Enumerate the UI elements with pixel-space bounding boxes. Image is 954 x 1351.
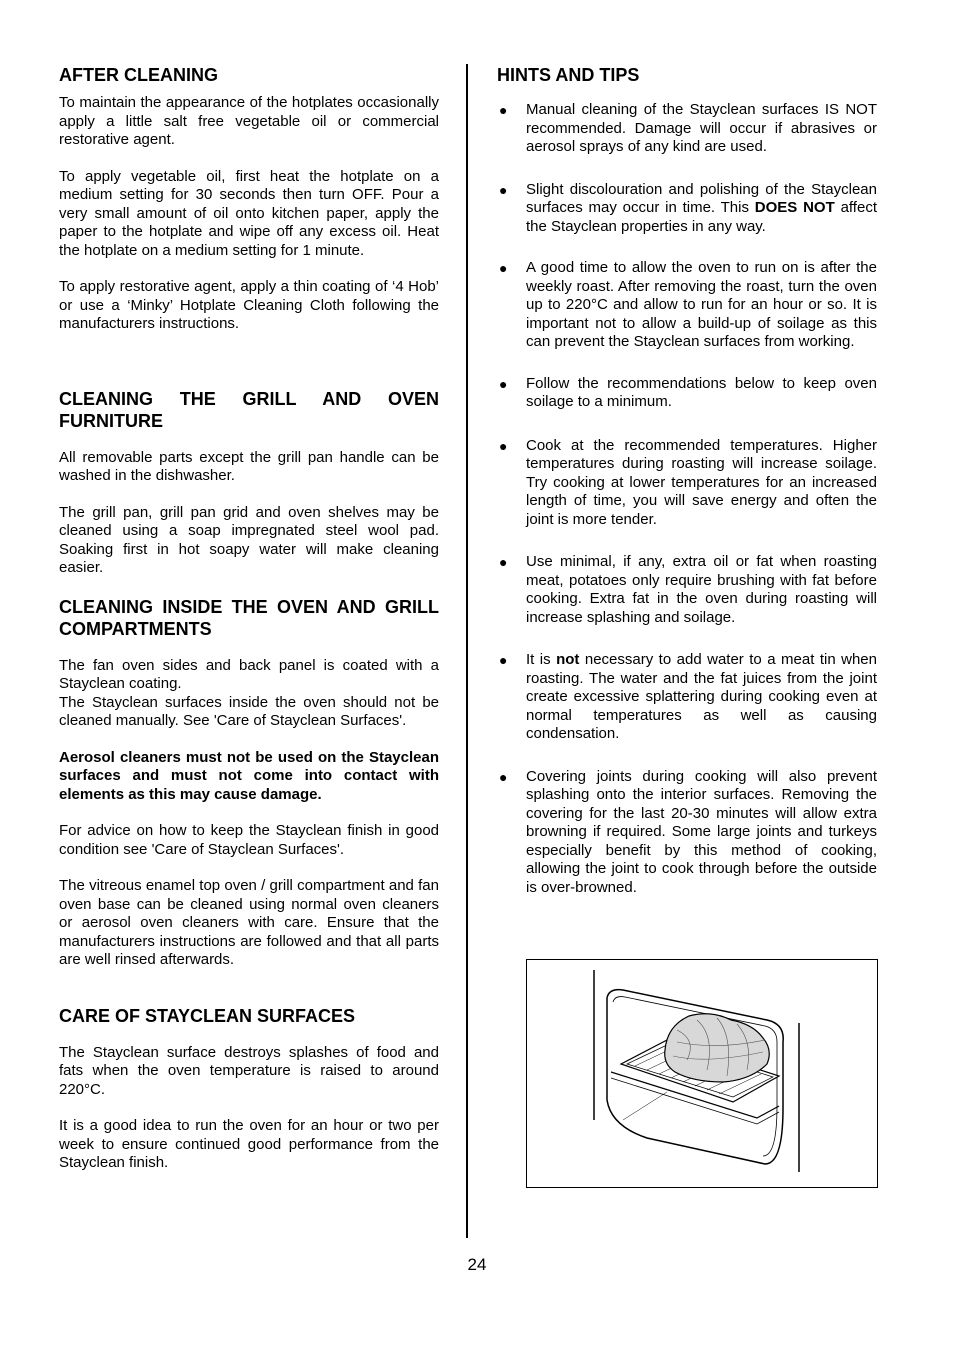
care-stayclean-p1: The Stayclean surface destroys splashes of food and fats when the oven temperature is raised to around 220°C.: [59, 1043, 439, 1098]
bullet-icon: ●: [499, 260, 508, 276]
tip-item: [497, 101, 877, 157]
bullet-icon: ●: [499, 437, 508, 454]
heading-hints-tips: HINTS AND TIPS: [497, 65, 640, 85]
inside-oven-p3: The vitreous enamel top oven / grill compartment and fan oven base can be cleaned using normal oven cleaners or aerosol oven cleaners with care. Ensure that the manufacturers instructions are followed and that all parts are well rinsed afterwards.: [59, 877, 439, 968]
tip-text: A good time to allow the oven to run on is after the weekly roast. After removing the roast, turn the oven up to 220°C and allow to run for an hour or so. It is important not to allow a build-up of soilage as this can prevent the Stayclean surfaces from working.: [526, 259, 877, 350]
tip-text: Covering joints during cooking will also prevent splashing onto the interior surfaces. Removing the covering for the last 20-30 minutes will allow extra browning if required. Some large joints and turkeys especially benefit by this method of cooking, allowing the joint to cook through before the outside is over-browned.: [526, 767, 877, 896]
oven-roast-illustration: [526, 959, 878, 1188]
grill-furniture-p1: All removable parts except the grill pan handle can be washed in the dishwasher.: [59, 448, 439, 484]
grill-furniture-p2: The grill pan, grill pan grid and oven shelves may be cleaned using a soap impregnated steel wool pad. Soaking first in hot soapy water will make cleaning easier.: [59, 503, 439, 576]
care-stayclean-p2: It is a good idea to run the oven for an hour or two per week to ensure continued good performance from the Stayclean finish.: [59, 1117, 439, 1171]
heading-after-cleaning: AFTER CLEANING: [59, 65, 218, 85]
bullet-icon: ●: [499, 102, 508, 118]
inside-oven-p1b: The Stayclean surfaces inside the oven should not be cleaned manually. See 'Care of Stayclean Surfaces'.: [59, 693, 439, 729]
inside-oven-warning: Aerosol cleaners must not be used on the Stayclean surfaces and must not come into contact with elements as this may cause damage.: [59, 748, 439, 803]
tip-emphasis: not: [556, 651, 580, 668]
tip-text: It is not necessary to add water to a meat tin when roasting. The water and the fat juices from the joint create excessive splattering during cooking even at normal temperatures as well as causing condensation.: [526, 651, 877, 742]
tip-item: [497, 259, 877, 352]
tip-text: Follow the recommendations below to keep oven soilage to a minimum.: [526, 374, 877, 410]
tips-list: [497, 101, 877, 897]
after-cleaning-p3: To apply restorative agent, apply a thin coating of ‘4 Hob’ or use a ‘Minky’ Hotplate Cleaning Cloth following the manufacturers instructions.: [59, 278, 439, 332]
tip-emphasis: DOES NOT: [754, 199, 835, 216]
oven-back-corner-line: [623, 1092, 667, 1120]
tip-text: Manual cleaning of the Stayclean surfaces IS NOT recommended. Damage will occur if abrasives or aerosol sprays of any kind are used.: [526, 101, 877, 155]
bullet-icon: ●: [499, 554, 508, 570]
tip-item: [497, 375, 877, 412]
tip-text: Cook at the recommended temperatures. Higher temperatures during roasting will increase soilage. Try cooking at lower temperatures for an increased length of time, you will save energy and often the joint is more tender.: [526, 436, 877, 528]
column-divider: [466, 64, 468, 1238]
bullet-icon: ●: [499, 375, 508, 392]
page-number: 24: [467, 1255, 487, 1274]
after-cleaning-p2: To apply vegetable oil, first heat the hotplate on a medium setting for 30 seconds then turn OFF. Pour a very small amount of oil onto kitchen paper, apply the paper to the hotplate and wipe off any excess oil. Heat the hotplate on a medium setting for 1 minute.: [59, 167, 439, 259]
tip-item: [497, 651, 877, 744]
oven-roast-drawing: [527, 960, 877, 1187]
left-column: [59, 64, 439, 1173]
right-column: [497, 64, 877, 897]
tip-item: [497, 553, 877, 627]
heading-grill-furniture: CLEANING THE GRILL AND OVEN FURNITURE: [59, 388, 439, 431]
tip-text: Slight discolouration and polishing of the Stayclean surfaces may occur in time. This DOES NOT affect the Stayclean properties in any way.: [526, 180, 877, 235]
heading-care-stayclean: CARE OF STAYCLEAN SURFACES: [59, 1005, 356, 1026]
tip-item: [497, 181, 877, 237]
tip-item: [497, 437, 877, 530]
inside-oven-p2: For advice on how to keep the Stayclean finish in good condition see 'Care of Stayclean Surfaces'.: [59, 822, 439, 858]
after-cleaning-p1: To maintain the appearance of the hotplates occasionally apply a little salt free vegetable oil or commercial restorative agent.: [59, 94, 439, 148]
inside-oven-p1a: The fan oven sides and back panel is coated with a Stayclean coating.: [59, 656, 439, 692]
tip-item: [497, 768, 877, 898]
tip-text: Use minimal, if any, extra oil or fat when roasting meat, potatoes only require brushing with fat before cooking. Extra fat in the oven during roasting will increase splashing and soilage.: [526, 553, 877, 626]
bullet-icon: ●: [499, 181, 508, 198]
heading-inside-oven: CLEANING INSIDE THE OVEN AND GRILL COMPARTMENTS: [59, 596, 439, 639]
bullet-icon: ●: [499, 652, 508, 668]
bullet-icon: ●: [499, 768, 508, 785]
